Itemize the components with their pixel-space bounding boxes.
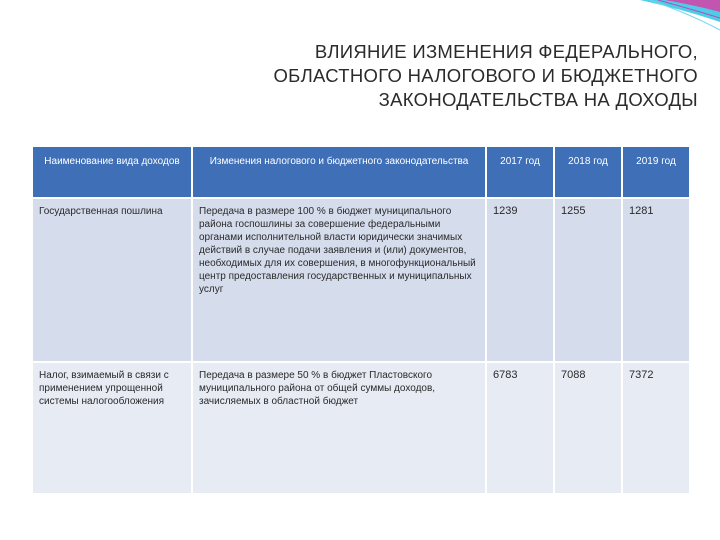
cell-income-type: Налог, взимаемый в связи с применением упрощенной системы налогообложения: [33, 363, 191, 493]
header-2017: 2017 год: [487, 147, 553, 197]
header-2018: 2018 год: [555, 147, 621, 197]
page-title: [150, 40, 698, 112]
cell-2018: 1255: [555, 199, 621, 361]
cell-2017: 6783: [487, 363, 553, 493]
title-line-1: ВЛИЯНИЕ ИЗМЕНЕНИЯ ФЕДЕРАЛЬНОГО,: [314, 41, 698, 62]
cell-2018: 7088: [555, 363, 621, 493]
income-table: [31, 145, 691, 495]
cell-2017: 1239: [487, 199, 553, 361]
table-row: [33, 363, 689, 493]
corner-decoration: [580, 0, 720, 40]
table-row: [33, 199, 689, 361]
title-line-2: ОБЛАСТНОГО НАЛОГОВОГО И БЮДЖЕТНОГО: [273, 65, 698, 86]
table-header-row: [33, 147, 689, 197]
title-line-3: ЗАКОНОДАТЕЛЬСТВА НА ДОХОДЫ: [378, 89, 698, 110]
cell-legislation-change: Передача в размере 100 % в бюджет муниципального района госпошлины за совершение федеральными органами исполнительной власти юридически значимых действий в случае подачи заявления и (или) документов, необходимых для их совершения, в многофункциональный центр предоставления государственных и муниципальных услуг: [193, 199, 485, 361]
cell-income-type: Государственная пошлина: [33, 199, 191, 361]
header-legislation-changes: Изменения налогового и бюджетного законодательства: [193, 147, 485, 197]
header-income-type: Наименование вида доходов: [33, 147, 191, 197]
cell-2019: 7372: [623, 363, 689, 493]
cell-2019: 1281: [623, 199, 689, 361]
header-2019: 2019 год: [623, 147, 689, 197]
cell-legislation-change: Передача в размере 50 % в бюджет Пластовского муниципального района от общей суммы доходов, зачисляемых в областной бюджет: [193, 363, 485, 493]
